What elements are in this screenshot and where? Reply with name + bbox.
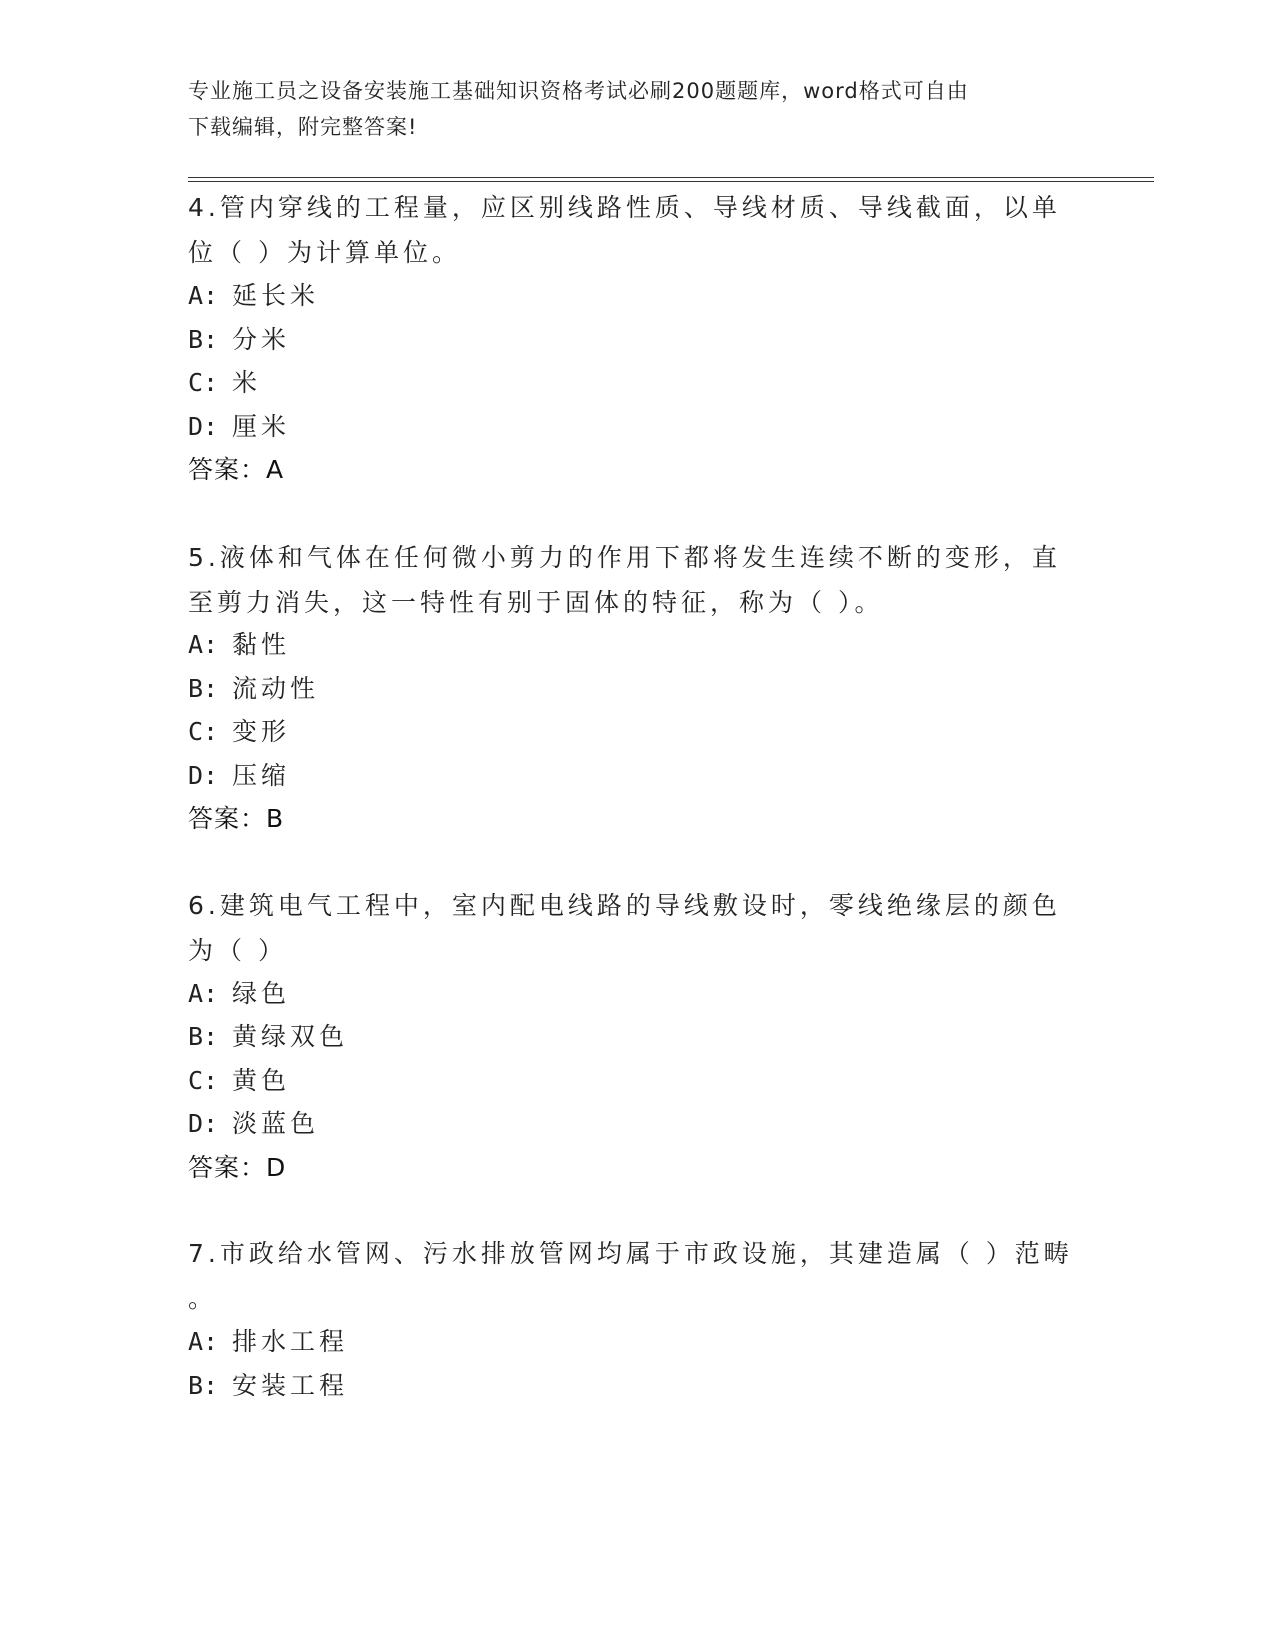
option-text: 绿色 xyxy=(232,979,291,1008)
option-letter: A: xyxy=(188,979,219,1008)
question-stem-line: 为（ ） xyxy=(188,936,287,965)
option-text: 分米 xyxy=(232,325,291,354)
option-letter: D: xyxy=(188,1109,219,1138)
option-text: 厘米 xyxy=(232,412,291,441)
option-text: 米 xyxy=(232,368,262,397)
option-letter: B: xyxy=(188,1371,219,1400)
option-letter: A: xyxy=(188,1327,219,1356)
option-text: 淡蓝色 xyxy=(232,1109,320,1138)
question-4-answer: 答案：A xyxy=(188,455,285,484)
question-stem-line: 位（ ）为计算单位。 xyxy=(188,238,461,267)
option-text: 黄色 xyxy=(232,1066,291,1095)
question-5-option-a xyxy=(188,628,290,662)
option-text: 安装工程 xyxy=(232,1371,349,1400)
question-stem-line: 7.市政给水管网、污水排放管网均属于市政设施，其建造属（ ）范畴 xyxy=(188,1239,1073,1268)
option-letter: A: xyxy=(188,281,219,310)
header-line-2: 下载编辑，附完整答案! xyxy=(188,115,418,139)
option-letter: C: xyxy=(188,717,219,746)
option-letter: A: xyxy=(188,630,219,659)
question-stem-line: 5.液体和气体在任何微小剪力的作用下都将发生连续不断的变形，直 xyxy=(188,543,1061,572)
question-5-option-d xyxy=(188,759,290,793)
question-6-option-b xyxy=(188,1020,348,1054)
question-stem-line: 至剪力消失，这一特性有别于固体的特征，称为（ ）。 xyxy=(188,588,884,617)
option-text: 黏性 xyxy=(232,630,291,659)
question-4-stem xyxy=(188,185,1088,275)
question-4-option-b xyxy=(188,323,290,357)
header-line-1: 专业施工员之设备安装施工基础知识资格考试必刷200题题库，word格式可自由 xyxy=(188,79,969,103)
question-4-option-c xyxy=(188,366,261,400)
question-7-option-b xyxy=(188,1369,348,1403)
question-6-answer: 答案：D xyxy=(188,1153,287,1182)
option-text: 黄绿双色 xyxy=(232,1022,349,1051)
question-7-stem xyxy=(188,1231,1088,1321)
question-5-stem xyxy=(188,535,1088,625)
option-text: 变形 xyxy=(232,717,291,746)
question-5-option-c xyxy=(188,715,290,749)
option-letter: C: xyxy=(188,1066,219,1095)
question-6-option-d xyxy=(188,1107,319,1141)
question-6-stem xyxy=(188,883,1088,973)
option-text: 流动性 xyxy=(232,674,320,703)
header-divider-bottom xyxy=(188,181,1154,182)
option-letter: B: xyxy=(188,1022,219,1051)
question-7-option-a xyxy=(188,1325,348,1359)
question-stem-line: 6.建筑电气工程中，室内配电线路的导线敷设时，零线绝缘层的颜色 xyxy=(188,891,1061,920)
header-divider-top xyxy=(188,177,1154,178)
option-letter: B: xyxy=(188,325,219,354)
question-5-answer: 答案：B xyxy=(188,804,285,833)
question-4-option-a xyxy=(188,279,319,313)
question-6-option-c xyxy=(188,1064,290,1098)
question-6-option-a xyxy=(188,977,290,1011)
question-stem-line: 。 xyxy=(188,1284,218,1313)
option-text: 排水工程 xyxy=(232,1327,349,1356)
question-4-option-d xyxy=(188,410,290,444)
document-header xyxy=(188,73,1068,145)
option-text: 压缩 xyxy=(232,761,291,790)
question-stem-line: 4.管内穿线的工程量，应区别线路性质、导线材质、导线截面，以单 xyxy=(188,193,1061,222)
question-5-option-b xyxy=(188,672,319,706)
option-letter: B: xyxy=(188,674,219,703)
option-letter: C: xyxy=(188,368,219,397)
option-text: 延长米 xyxy=(232,281,320,310)
option-letter: D: xyxy=(188,761,219,790)
option-letter: D: xyxy=(188,412,219,441)
